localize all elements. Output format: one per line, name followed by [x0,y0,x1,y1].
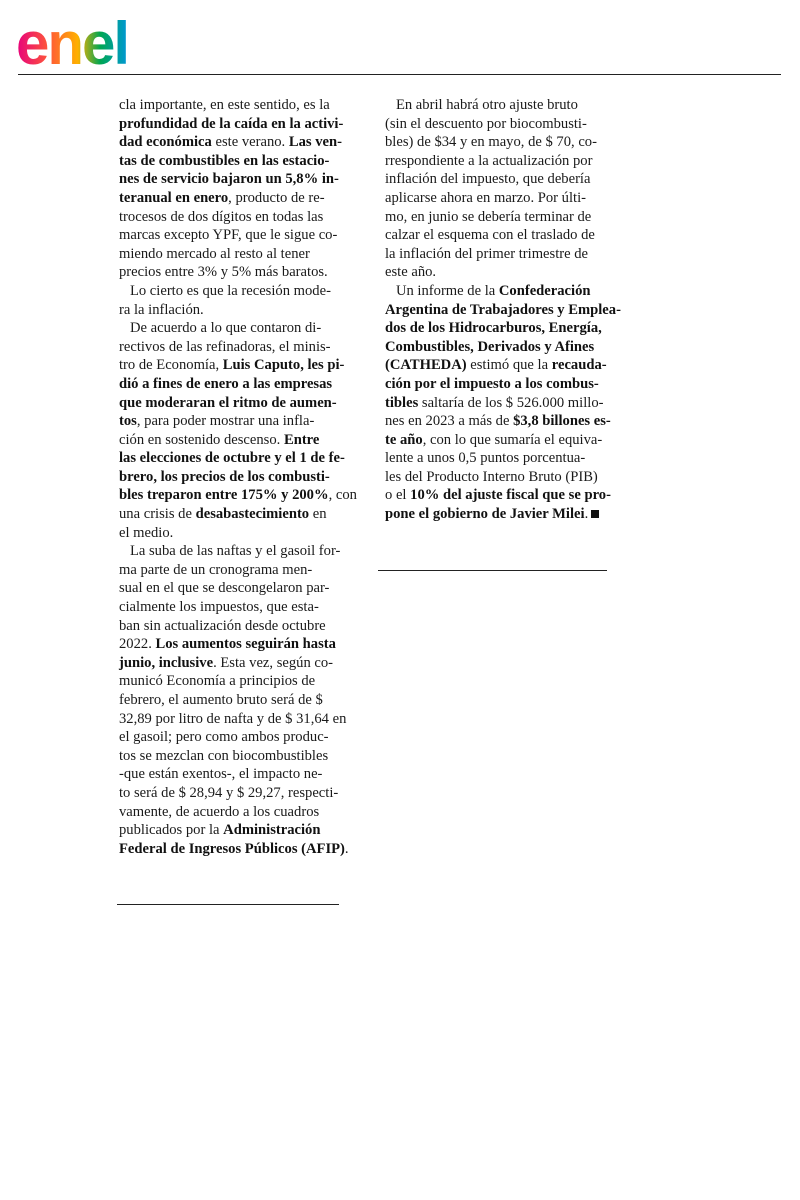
article-text: calzar el esquema con el traslado de [385,227,595,244]
article-line [385,356,617,375]
article-text: ma parte de un cronograma men- [119,561,313,578]
article-line [385,394,617,413]
article-text: estimó que la [466,357,552,374]
article-text: 32,89 por litro de nafta y de $ 31,64 en [119,710,347,727]
article-column-left [119,96,357,858]
article-line [119,115,351,134]
article-line [385,338,617,357]
article-text: inflación del impuesto, que debería [385,171,591,188]
article-text: (sin el descuento por biocombusti- [385,115,587,132]
article-line [385,431,617,450]
article-text: el medio. [119,524,174,541]
article-bold-text: Entre [283,431,320,448]
article-text: les del Producto Interno Bruto (PIB) [385,468,598,485]
article-line [385,412,617,431]
article-column-right [385,96,621,524]
article-text: municó Economía a principios de [119,673,316,690]
column-end-rule-left [117,904,339,905]
article-line [119,598,351,617]
article-bold-text: recauda- [551,357,607,374]
article-bold-text: brero, los precios de los combusti- [119,468,330,485]
article-line [385,152,617,171]
article-line [119,96,351,115]
article-line [119,840,351,859]
article-line [385,301,621,320]
article-bold-text: profundidad de la caída en la activi- [119,115,344,132]
article-text: rectivos de las refinadoras, el minis- [119,338,331,355]
article-bold-text: tas de combustibles en las estacio- [119,152,330,169]
article-line [119,635,351,654]
article-line [119,542,351,561]
header-divider [18,74,781,75]
article-line [385,245,617,264]
article-line [119,672,351,691]
enel-logo-text: enel [16,10,129,70]
article-line [385,319,617,338]
article-bold-text: Administración [223,822,321,839]
column-end-rule-right [378,570,607,571]
article-text: este año. [385,264,437,281]
article-line [385,486,617,505]
article-line [119,728,351,747]
article-line [119,449,351,468]
article-text: nes en 2023 a más de [385,413,514,430]
article-bold-text: $3,8 billones es- [513,413,611,430]
article-line [119,319,351,338]
article-bold-text: te año [385,431,423,448]
article-text: to será de $ 28,94 y $ 29,27, respecti- [119,784,339,801]
enel-logo [16,8,181,70]
article-line [119,245,351,264]
article-text: sual en el que se descongelaron par- [119,580,330,597]
article-bold-text: Federal de Ingresos Públicos (AFIP) [119,840,345,857]
article-text: . [344,840,349,857]
article-bold-text: Confederación [498,282,591,299]
article-text: cla importante, en este sentido, es la [119,97,330,113]
article-text: , para poder mostrar una infla- [136,413,315,430]
article-text: ción en sostenido descenso. [119,431,284,448]
article-line [119,208,351,227]
article-line [119,784,351,803]
article-line [119,561,351,580]
article-line [119,821,351,840]
article-text: . [584,506,589,523]
article-line [119,375,351,394]
article-text: rrespondiente a la actualización por [385,152,593,169]
article-line [385,208,617,227]
article-line [119,356,351,375]
article-text: 2022. [119,636,156,653]
article-text: . Esta vez, según co- [213,654,334,671]
article-bold-text: Las ven- [288,134,342,151]
article-line [385,170,617,189]
article-line [119,710,351,729]
article-bold-text: ción por el impuesto a los combus- [385,375,599,392]
article-text: lente a unos 0,5 puntos porcentua- [385,450,586,467]
article-line [119,189,351,208]
article-line [119,579,351,598]
article-text: vamente, de acuerdo a los cuadros [119,803,320,820]
article-bold-text: dió a fines de enero a las empresas [119,375,333,392]
article-line [119,152,351,171]
article-text: mo, en junio se debería terminar de [385,208,592,225]
article-bold-text: bles treparon entre 175% y 200% [119,487,329,504]
article-bold-text: junio, inclusive [119,654,214,671]
article-bold-text: las elecciones de octubre y el 1 de fe- [119,450,345,467]
article-text: febrero, el aumento bruto será de $ [119,692,323,708]
article-text: ban sin actualización desde octubre [119,617,326,634]
article-text: precios entre 3% y 5% más baratos. [119,264,328,281]
article-line [119,617,351,636]
article-text: , producto de re- [228,189,325,206]
article-bold-text: Combustibles, Derivados y Afines [385,338,595,355]
article-line [385,133,617,152]
article-text: en [309,506,327,523]
article-text: tro de Economía, [119,357,223,374]
article-line [119,691,351,710]
article-line [119,524,351,543]
article-text: , con lo que sumaría el equiva- [422,431,603,448]
article-text: o el [385,487,411,504]
article-bold-text: pone el gobierno de Javier Milei [385,506,585,523]
article-bold-text: Luis Caputo, les pi- [222,357,345,374]
article-line [119,170,351,189]
article-line [119,394,351,413]
article-line [119,654,351,673]
article-text: saltaría de los $ 526.000 millo- [418,394,604,411]
article-text: Un informe de la [385,282,499,299]
article-text: De acuerdo a lo que contaron di- [119,320,322,337]
article-text: La suba de las naftas y el gasoil for- [119,543,341,560]
article-line [385,505,617,524]
article-line [385,282,617,301]
article-bold-text: dos de los Hidrocarburos, Energía, [385,320,602,337]
article-bold-text: 10% del ajuste fiscal que se pro- [410,487,611,504]
article-text: la inflación del primer trimestre de [385,245,589,262]
article-text: tos se mezclan con biocombustibles [119,747,329,764]
article-text: Lo cierto es que la recesión mode- [119,282,331,299]
article-text: publicados por la [119,822,224,839]
article-line [385,96,617,115]
article-bold-text: Argentina de Trabajadores y Emplea- [385,301,621,318]
article-line [119,747,351,766]
article-line [119,282,351,301]
article-text: ra la inflación. [119,301,204,318]
article-text: marcas excepto YPF, que le sigue co- [119,227,338,244]
article-line [385,263,617,282]
article-line [385,115,617,134]
article-line [119,431,351,450]
article-text: este verano. [211,134,289,151]
article-bold-text: que moderaran el ritmo de aumen- [119,394,337,411]
article-text: En abril habrá otro ajuste bruto [385,97,578,113]
article-line [119,803,351,822]
article-line [385,468,617,487]
article-text: bles) de $34 y en mayo, de $ 70, co- [385,134,597,151]
article-line [119,412,351,431]
article-text: miendo mercado al resto al tener [119,245,310,262]
article-bold-text: desabastecimiento [195,506,310,523]
article-line [119,765,351,784]
article-line [385,375,617,394]
article-bold-text: nes de servicio bajaron un 5,8% in- [119,171,339,188]
article-line [119,301,351,320]
article-text: cialmente los impuestos, que esta- [119,599,319,616]
article-text: aplicarse ahora en marzo. Por últi- [385,189,586,206]
article-line [385,189,617,208]
article-line [119,505,351,524]
article-bold-text: Los aumentos seguirán hasta [155,636,336,653]
article-line [119,226,351,245]
article-bold-text: dad económica [119,134,212,151]
article-line [119,133,351,152]
article-line [119,468,351,487]
article-text: una crisis de [119,506,196,523]
article-bold-text: tos [119,413,137,430]
article-line [385,226,617,245]
end-of-article-mark [591,510,599,518]
article-bold-text: (CATHEDA) [385,357,467,374]
article-line [119,486,357,505]
article-line [119,263,351,282]
article-text: trocesos de dos dígitos en todas las [119,208,324,225]
article-text: el gasoil; pero como ambos produc- [119,729,329,746]
article-text: -que están exentos-, el impacto ne- [119,766,323,783]
article-bold-text: teranual en enero [119,189,229,206]
article-text: , con [328,487,357,504]
article-line [385,449,617,468]
article-line [119,338,351,357]
article-bold-text: tibles [385,394,419,411]
